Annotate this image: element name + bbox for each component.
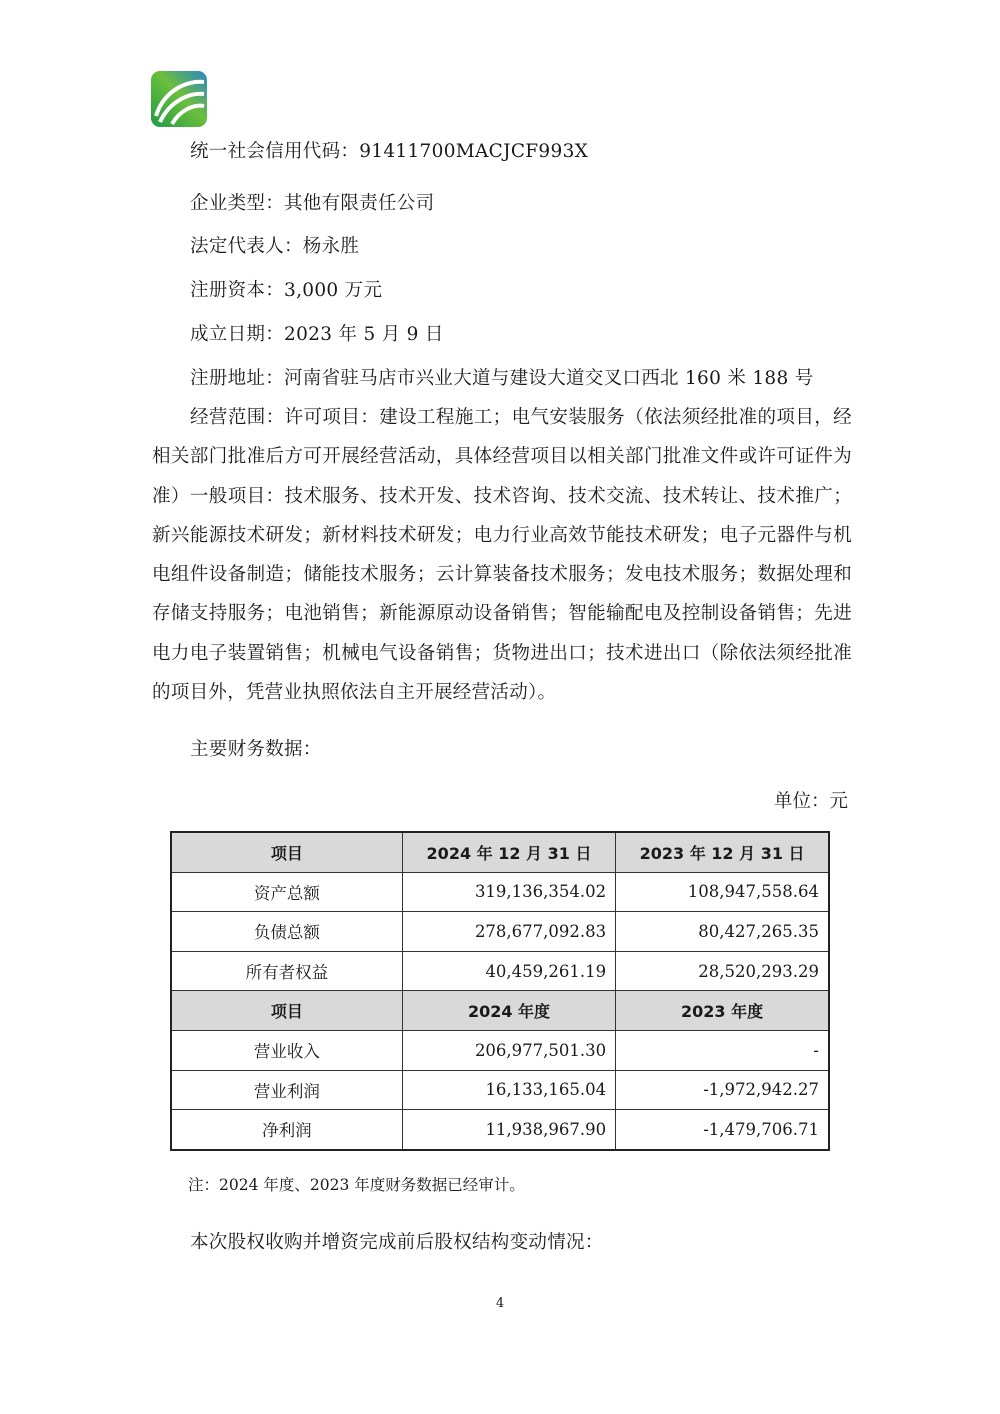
page-number: 4: [495, 1296, 505, 1311]
table-row: [171, 872, 829, 912]
registered-capital: 注册资本：3,000 万元: [190, 280, 383, 301]
table-row: [171, 912, 829, 952]
header-cell: 项目: [171, 991, 402, 1031]
unit-label: 单位：元: [773, 791, 848, 812]
value-cell: -1,479,706.71: [616, 1110, 829, 1150]
value-cell: -1,972,942.27: [616, 1070, 829, 1110]
table-header-row: [171, 832, 829, 872]
company-logo-icon: [150, 70, 208, 128]
closing-paragraph: 本次股权收购并增资完成前后股权结构变动情况：: [190, 1232, 604, 1253]
row-label: 负债总额: [171, 912, 402, 952]
value-cell: 16,133,165.04: [402, 1070, 615, 1110]
value-cell: 40,459,261.19: [402, 951, 615, 991]
header-cell: 2024 年 12 月 31 日: [402, 832, 615, 872]
enterprise-type: 企业类型：其他有限责任公司: [190, 193, 435, 214]
row-label: 营业收入: [171, 1030, 402, 1070]
value-cell: 80,427,265.35: [616, 912, 829, 952]
audit-note: 注：2024 年度、2023 年度财务数据已经审计。: [188, 1176, 525, 1194]
business-scope: 经营范围：许可项目：建设工程施工；电气安装服务（依法须经批准的项目，经相关部门批准后方可开展经营活动，具体经营项目以相关部门批准文件或许可证件为准）一般项目：技术服务、技术开发、技术咨询、技术交流、技术转让、技术推广；新兴能源技术研发；新材料技术研发；电力行业高效节能技术研发；电子元器件与机电组件设备制造；储能技术服务；云计算装备技术服务；发电技术服务；数据处理和存储支持服务；电池销售；新能源原动设备销售；智能输配电及控制设备销售；先进电力电子装置销售；机械电气设备销售；货物进出口；技术进出口（除依法须经批准的项目外，凭营业执照依法自主开展经营活动）。: [152, 407, 852, 704]
row-label: 资产总额: [171, 872, 402, 912]
table-header-row: [171, 991, 829, 1031]
header-cell: 2023 年 12 月 31 日: [616, 832, 829, 872]
row-label: 净利润: [171, 1110, 402, 1150]
value-cell: -: [616, 1030, 829, 1070]
row-label: 营业利润: [171, 1070, 402, 1110]
value-cell: 28,520,293.29: [616, 951, 829, 991]
legal-representative: 法定代表人：杨永胜: [190, 236, 360, 257]
founded-date: 成立日期：2023 年 5 月 9 日: [190, 324, 444, 345]
table-row: [171, 1070, 829, 1110]
table-row: [171, 1110, 829, 1150]
header-cell: 项目: [171, 832, 402, 872]
value-cell: 319,136,354.02: [402, 872, 615, 912]
registered-address: 注册地址：河南省驻马店市兴业大道与建设大道交叉口西北 160 米 188 号: [190, 368, 814, 389]
finance-heading: 主要财务数据：: [190, 739, 322, 760]
credit-code: 统一社会信用代码：91411700MACJCF993X: [190, 141, 589, 162]
value-cell: 278,677,092.83: [402, 912, 615, 952]
header-cell: 2023 年度: [616, 991, 829, 1031]
financial-table: [170, 831, 830, 1151]
value-cell: 108,947,558.64: [616, 872, 829, 912]
table-row: [171, 951, 829, 991]
value-cell: 206,977,501.30: [402, 1030, 615, 1070]
table-row: [171, 1030, 829, 1070]
header-cell: 2024 年度: [402, 991, 615, 1031]
row-label: 所有者权益: [171, 951, 402, 991]
value-cell: 11,938,967.90: [402, 1110, 615, 1150]
